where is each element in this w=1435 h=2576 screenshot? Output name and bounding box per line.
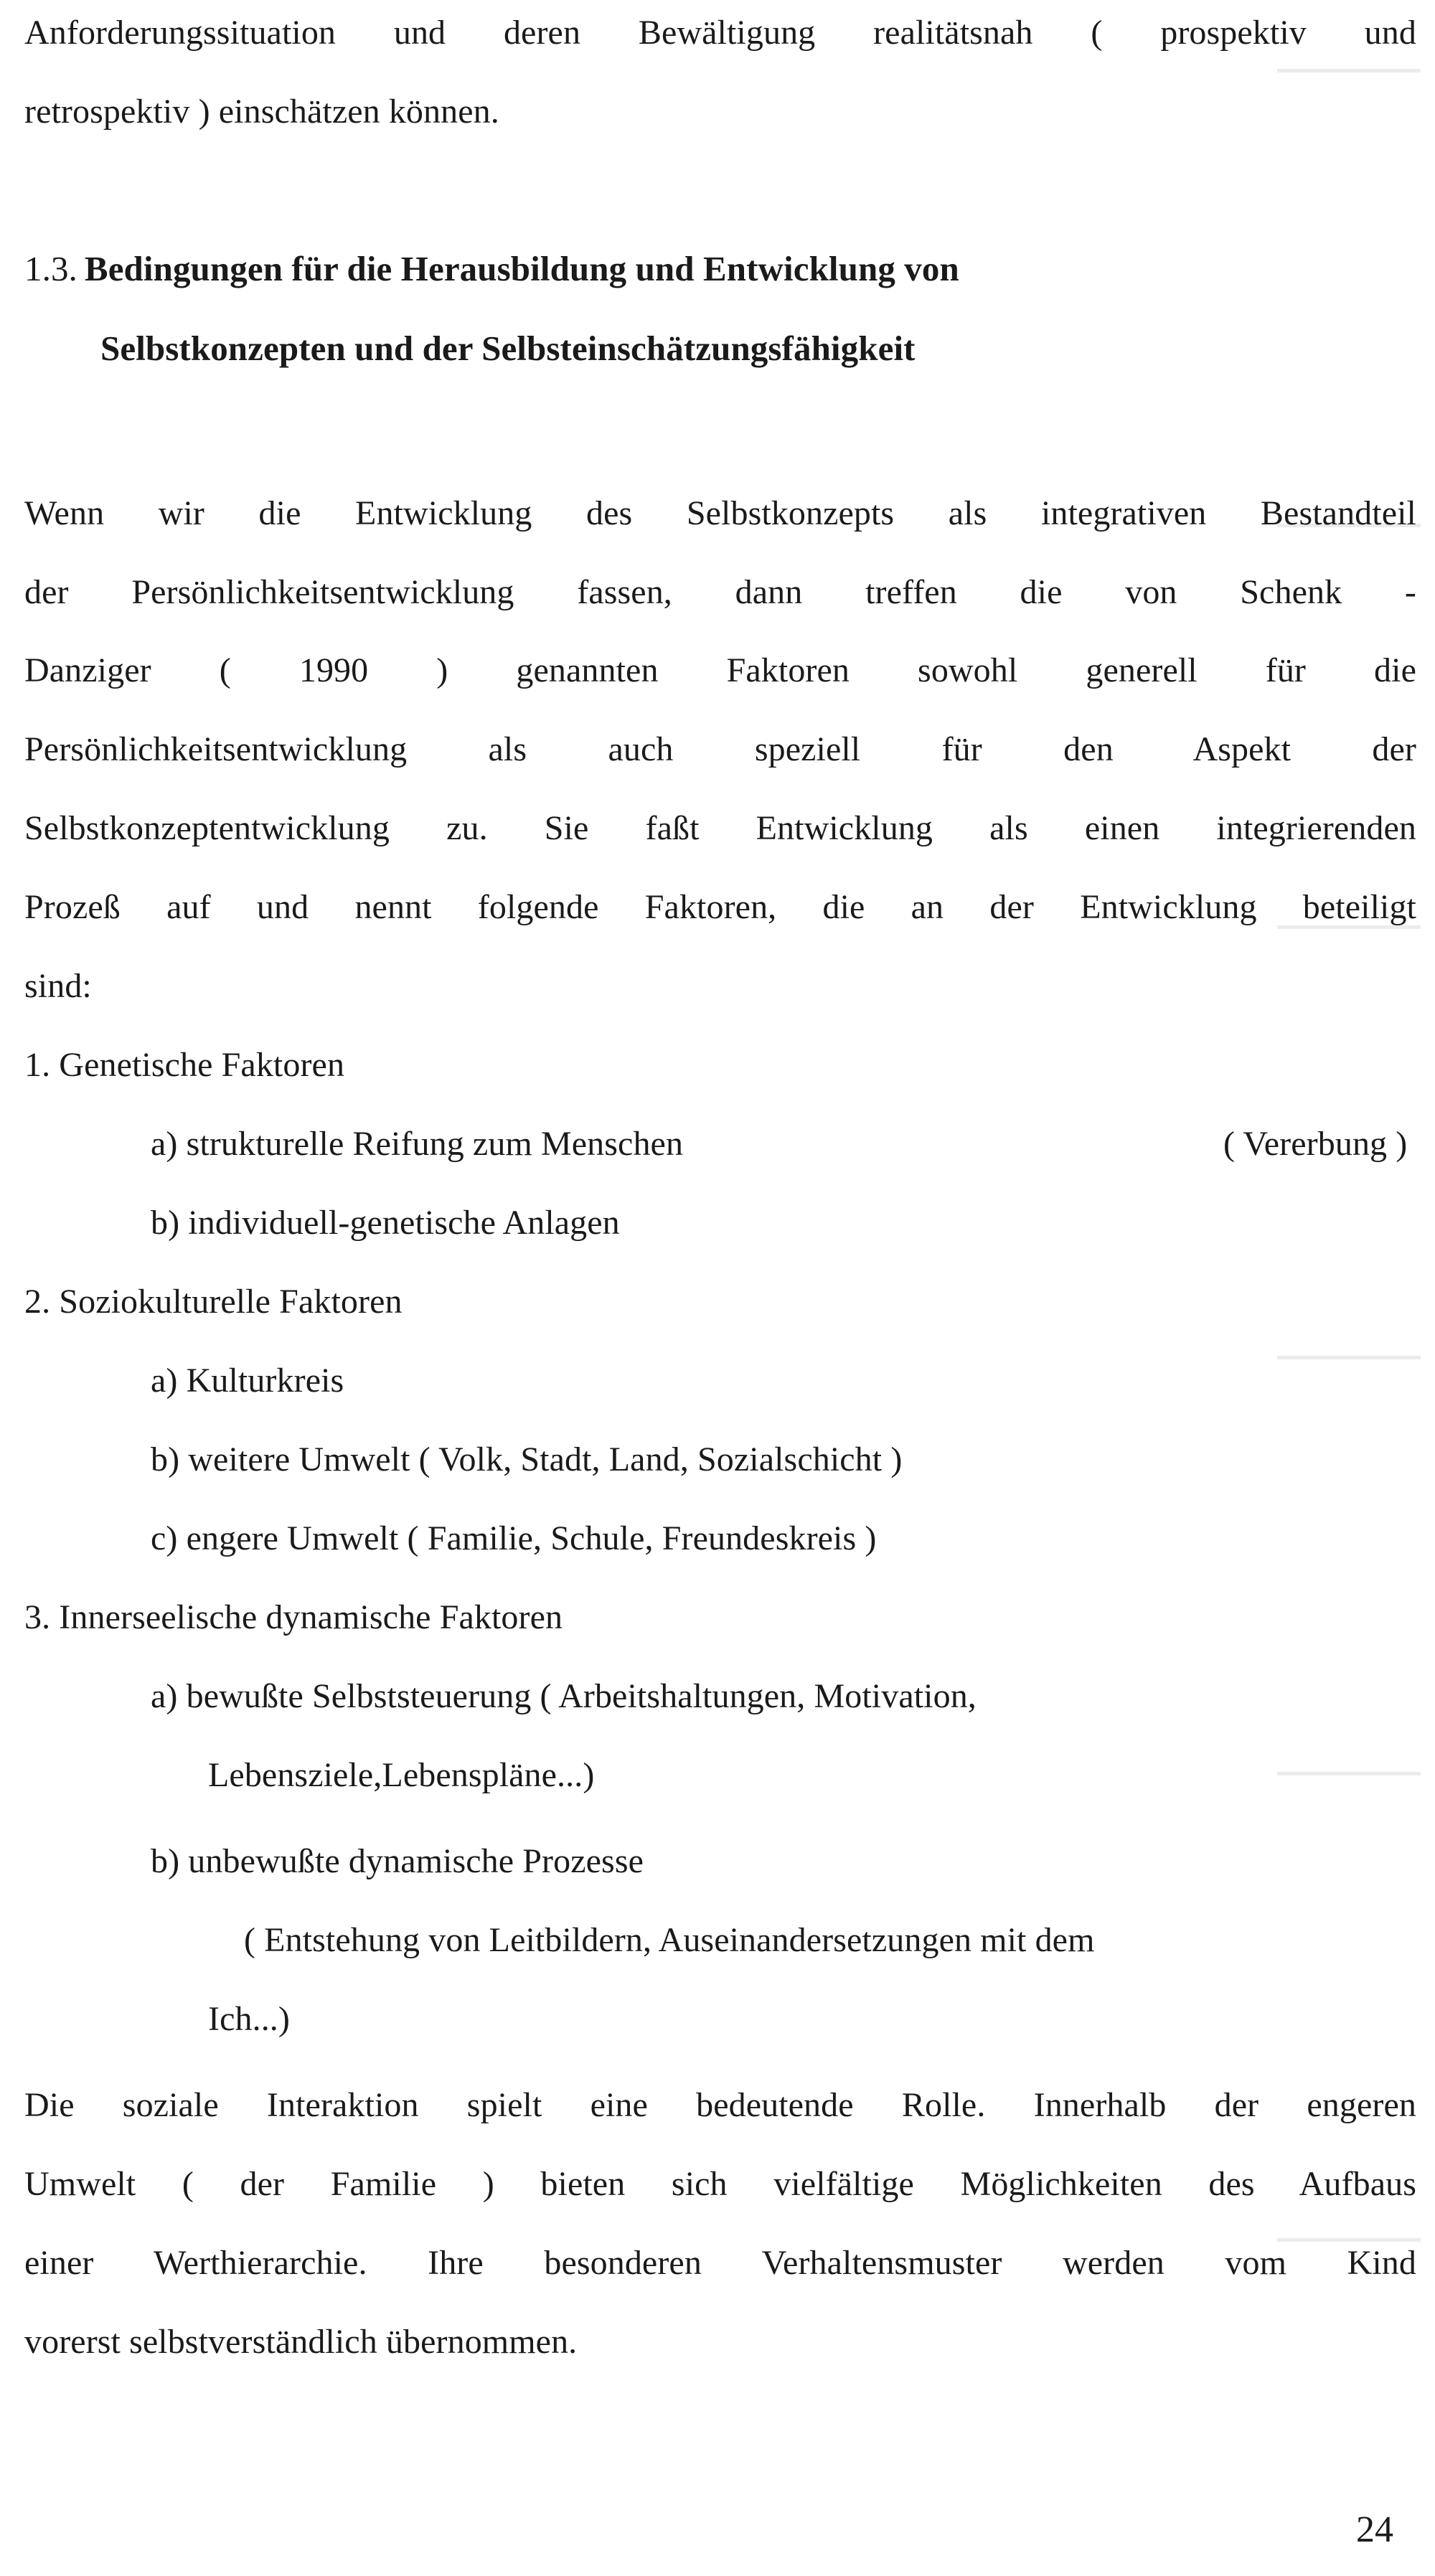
list-subitem: a) Kulturkreis — [151, 1362, 344, 1400]
paragraph-line: Umwelt ( der Familie ) bieten sich vielfältige Möglichkeiten des Aufbaus — [24, 2165, 1416, 2203]
list-subitem — [151, 1123, 1435, 1166]
list-subitem: b) unbewußte dynamische Prozesse — [151, 1842, 644, 1880]
paragraph-line: Prozeß auf und nennt folgende Faktoren, die an der Entwicklung beteiligt — [24, 888, 1416, 926]
section-title-line: Selbstkonzepten und der Selbsteinschätzungsfähigkeit — [100, 329, 916, 368]
page-number: 24 — [1356, 2509, 1393, 2550]
section-heading — [24, 247, 1416, 291]
section-title-line: Bedingungen für die Herausbildung und Entwicklung von — [84, 249, 959, 288]
list-subitem-continued: Lebensziele,Lebenspläne...) — [208, 1756, 595, 1794]
paragraph-line: Danziger ( 1990 ) genannten Faktoren sowohl generell für die — [24, 651, 1416, 689]
list-subitem: b) individuell-genetische Anlagen — [151, 1204, 620, 1242]
paragraph-line: vorerst selbstverständlich übernommen. — [24, 2323, 578, 2361]
paragraph-line: sind: — [24, 967, 92, 1005]
list-item-heading: 2. Soziokulturelle Faktoren — [24, 1283, 403, 1321]
paragraph-line: Die soziale Interaktion spielt eine bedeutende Rolle. Innerhalb der engeren — [24, 2086, 1416, 2124]
list-item-heading: 3. Innerseelische dynamische Faktoren — [24, 1598, 563, 1636]
list-subitem: c) engere Umwelt ( Familie, Schule, Freundeskreis ) — [151, 1519, 877, 1557]
list-subitem-note: ( Vererbung ) — [1223, 1125, 1408, 1163]
list-item-heading: 1. Genetische Faktoren — [24, 1046, 345, 1084]
paragraph-line: einer Werthierarchie. Ihre besonderen Verhaltensmuster werden vom Kind — [24, 2244, 1416, 2282]
paragraph-line: Anforderungssituation und deren Bewältigung realitätsnah ( prospektiv und — [24, 14, 1416, 52]
paragraph-line: Wenn wir die Entwicklung des Selbstkonzepts als integrativen Bestandteil — [24, 494, 1416, 532]
list-subitem: b) weitere Umwelt ( Volk, Stadt, Land, Sozialschicht ) — [151, 1440, 903, 1478]
list-subitem-text: a) strukturelle Reifung zum Menschen — [151, 1125, 684, 1163]
bleed-through-mark — [1277, 69, 1421, 72]
list-subitem-continued: ( Entstehung von Leitbildern, Auseinandersetzungen mit dem — [244, 1921, 1095, 1959]
paragraph-line: Persönlichkeitsentwicklung als auch speziell für den Aspekt der — [24, 730, 1416, 768]
paragraph-line: Selbstkonzeptentwicklung zu. Sie faßt Entwicklung als einen integrierenden — [24, 809, 1416, 847]
list-subitem-continued: Ich...) — [208, 2000, 290, 2038]
paragraph-line: der Persönlichkeitsentwicklung fassen, dann treffen die von Schenk - — [24, 573, 1416, 611]
list-subitem: a) bewußte Selbststeuerung ( Arbeitshaltungen, Motivation, — [151, 1677, 977, 1715]
section-number: 1.3. — [24, 249, 77, 288]
paragraph-line: retrospektiv ) einschätzen können. — [24, 93, 499, 131]
